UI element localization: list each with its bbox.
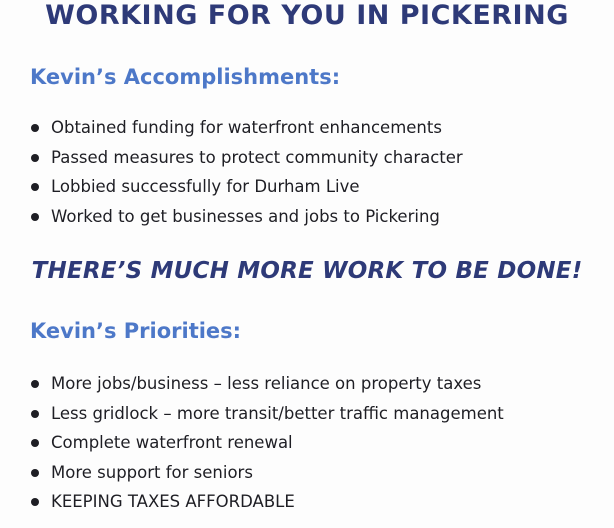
bullet-icon — [31, 183, 39, 191]
accomplishments-list — [30, 113, 463, 231]
list-item-text: More support for seniors — [51, 462, 253, 482]
list-item-text: Worked to get businesses and jobs to Pickering — [51, 206, 440, 226]
bullet-icon — [31, 410, 39, 418]
list-item-text: Obtained funding for waterfront enhancements — [51, 118, 442, 137]
list-item-text: Complete waterfront renewal — [51, 433, 293, 452]
list-item — [30, 369, 504, 399]
list-item — [30, 487, 504, 517]
page-title: WORKING FOR YOU IN PICKERING — [45, 0, 569, 31]
accomplishments-heading: Kevin’s Accomplishments: — [30, 65, 341, 89]
bullet-icon — [31, 498, 39, 506]
list-item — [30, 399, 504, 429]
list-item — [30, 202, 463, 232]
bullet-icon — [31, 439, 39, 447]
list-item-text: More jobs/business – less reliance on property taxes — [51, 374, 482, 393]
list-item-text: KEEPING TAXES AFFORDABLE — [51, 492, 295, 511]
list-item — [30, 143, 463, 173]
callout-banner: THERE’S MUCH MORE WORK TO BE DONE! — [31, 258, 583, 284]
list-item — [30, 172, 463, 202]
list-item — [30, 428, 504, 458]
list-item-text: Less gridlock – more transit/better traffic management — [51, 403, 504, 423]
bullet-icon — [31, 124, 39, 132]
bullet-icon — [31, 469, 39, 477]
list-item — [30, 113, 463, 143]
list-item-text: Lobbied successfully for Durham Live — [51, 177, 360, 196]
bullet-icon — [31, 154, 39, 162]
bullet-icon — [31, 380, 39, 388]
priorities-heading: Kevin’s Priorities: — [30, 319, 242, 343]
list-item-text: Passed measures to protect community character — [51, 147, 463, 167]
list-item — [30, 458, 504, 488]
priorities-list — [30, 369, 504, 517]
bullet-icon — [31, 213, 39, 221]
